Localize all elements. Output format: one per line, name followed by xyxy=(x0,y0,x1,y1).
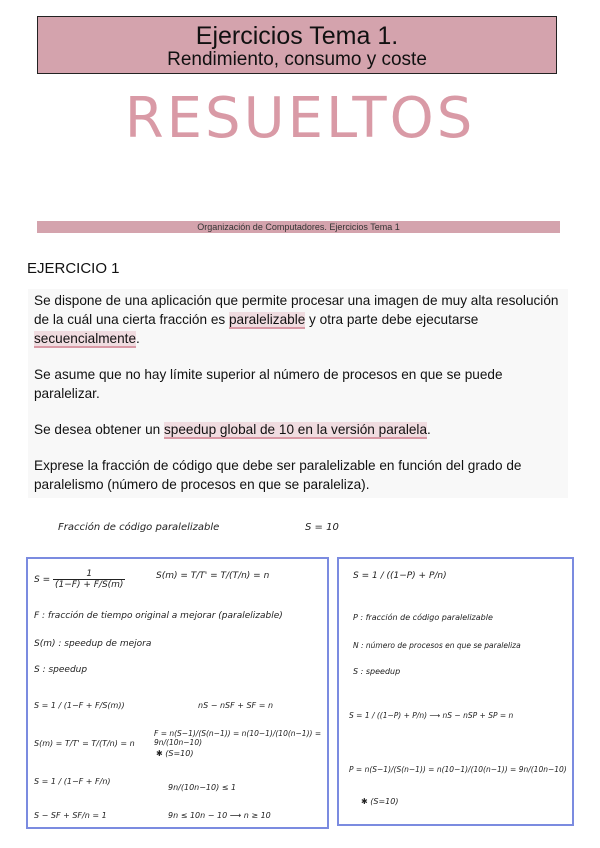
document-subtitle: Rendimiento, consumo y coste xyxy=(167,49,427,70)
work-step-right-3: ✱ (S=10) xyxy=(361,797,399,806)
amdahl-formula: S = $\frac{1}{(1-F) + F/S(m)}$ xyxy=(34,569,124,590)
speedup-mejora-formula: S(m) = T/T' = T/(T/n) = n xyxy=(156,571,270,581)
definition-s-right: S : speedup xyxy=(353,667,401,676)
solution-box-right xyxy=(337,557,574,826)
work-step-3: S(m) = T/T' = T/(T/n) = n xyxy=(34,739,135,748)
work-step-5: ✱ (S=10) xyxy=(156,749,194,758)
paragraph-2: Se asume que no hay límite superior al número de procesos en que se puede paralelizar. xyxy=(34,367,503,401)
work-step-right-2: P = n(S−1)/(S(n−1)) = n(10−1)/(10(n−1)) = 9n/(10n−10) xyxy=(349,765,567,774)
work-step-7: 9n/(10n−10) ≤ 1 xyxy=(168,783,237,792)
work-step-right-1: S = 1 / ((1−P) + P/n) ⟶ nS − nSP + SP = n xyxy=(349,711,514,720)
definition-sm: S(m) : speedup de mejora xyxy=(34,639,152,649)
definition-p: P : fracción de código paralelizable xyxy=(353,613,493,622)
highlight-secuencialmente: secuencialmente xyxy=(34,331,137,346)
solution-box-left xyxy=(26,557,329,829)
work-step-8: S − SF + SF/n = 1 xyxy=(34,811,107,820)
note-fraction-label: Fracción de código paralelizable xyxy=(58,522,220,533)
title-banner xyxy=(37,16,557,74)
work-step-4: F = n(S−1)/(S(n−1)) = n(10−1)/(10(n−1)) = 9n/(10n−10) xyxy=(154,729,322,747)
highlight-speedup: speedup global de 10 en la versión paralela xyxy=(164,422,428,437)
highlight-paralelizable: paralelizable xyxy=(228,312,306,327)
paragraph-1: Se dispone de una aplicación que permite procesar una imagen de muy alta resolución de la cuál una cierta fracción es paralelizable y otra parte debe ejecutarse secuencialmente. xyxy=(34,293,559,346)
amdahl-formula-p: S = 1 / ((1−P) + P/n) xyxy=(353,571,447,581)
note-speedup-target: S = 10 xyxy=(305,522,339,533)
paragraph-4: Exprese la fracción de código que debe ser paralelizable en función del grado de paralelismo (número de procesos en que se paraleliza). xyxy=(34,458,522,492)
definition-n: N : número de procesos en que se paraleliza xyxy=(353,641,521,650)
header-footer-bar: Organización de Computadores. Ejercicios Tema 1 xyxy=(37,221,560,233)
paragraph-3: Se desea obtener un speedup global de 10 en la versión paralela. xyxy=(34,422,431,437)
problem-statement xyxy=(28,289,568,498)
work-step-9: 9n ≤ 10n − 10 ⟶ n ≥ 10 xyxy=(168,811,271,820)
definition-s: S : speedup xyxy=(34,665,88,675)
work-step-2: nS − nSF + SF = n xyxy=(198,701,274,710)
work-step-6: S = 1 / (1−F + F/n) xyxy=(34,777,111,786)
document-title: Ejercicios Tema 1. xyxy=(195,22,399,50)
work-step-1: S = 1 / (1−F + F/S(m)) xyxy=(34,701,125,710)
exercise-title: EJERCICIO 1 xyxy=(27,260,120,277)
definition-f: F : fracción de tiempo original a mejorar (paralelizable) xyxy=(34,611,283,621)
resueltos-stamp: RESUELTOS xyxy=(124,86,476,151)
